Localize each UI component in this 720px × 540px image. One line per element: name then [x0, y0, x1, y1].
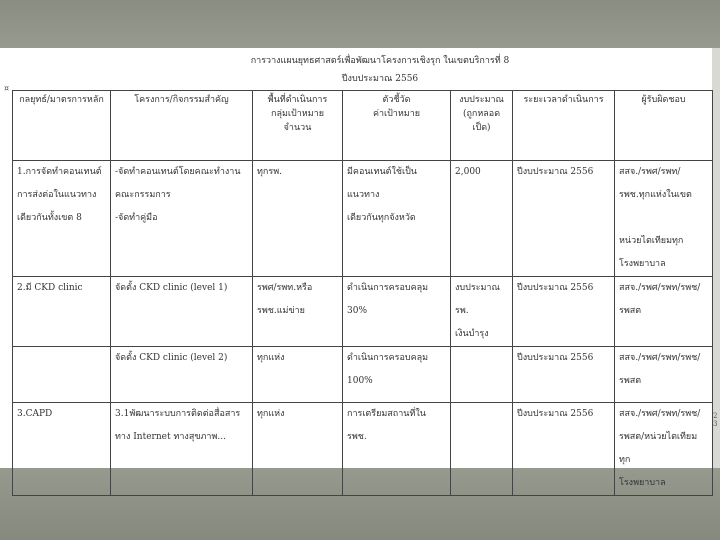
plan-table — [12, 90, 713, 496]
scrollbar-track[interactable] — [712, 48, 720, 468]
cell-budget — [451, 347, 513, 403]
cell-project: จัดตั้ง CKD clinic (level 1) — [111, 277, 253, 347]
cell-indicator: ดำเนินการครอบคลุม 30% — [343, 277, 451, 347]
cell-strategy: 3.CAPD — [13, 403, 111, 496]
cell-period: ปีงบประมาณ 2556 — [513, 277, 615, 347]
column-header-budget: งบประมาณ (ถูกหลอดเป็ด) — [451, 91, 513, 161]
document-page — [0, 48, 712, 488]
cell-strategy — [13, 347, 111, 403]
cell-budget: 2,000 — [451, 161, 513, 277]
cell-owner: สสจ./รพศ/รพท/รพช/ รพสต — [615, 277, 713, 347]
cell-area: ทุกรพ. — [253, 161, 343, 277]
window-frame-top — [0, 0, 720, 48]
cell-period: ปีงบประมาณ 2556 — [513, 161, 615, 277]
cell-project: -จัดทำคอนเทนต์โดยคณะทำงาน คณะกรรมการ -จัดทำคู่มือ — [111, 161, 253, 277]
cell-owner: สสจ./รพศ/รพท/รพช/ รพสต/หน่วยไตเทียมทุก โรงพยาบาล — [615, 403, 713, 496]
cell-strategy: 2.มี CKD clinic — [13, 277, 111, 347]
cell-budget: งบประมาณรพ. เงินบำรุง — [451, 277, 513, 347]
cell-area: ทุกแห่ง — [253, 347, 343, 403]
page-subtitle: ปีงบประมาณ 2556 — [341, 74, 419, 84]
column-header-period: ระยะเวลาดำเนินการ — [513, 91, 615, 161]
column-header-area: พื้นที่ดำเนินการ กลุ่มเป้าหมาย จำนวน — [253, 91, 343, 161]
cell-indicator: ดำเนินการครอบคลุม 100% — [343, 347, 451, 403]
table-row — [13, 403, 713, 496]
column-header-owner: ผู้รับผิดชอบ — [615, 91, 713, 161]
column-header-indicator: ตัวชี้วัด ค่าเป้าหมาย — [343, 91, 451, 161]
cell-area: ทุกแห่ง — [253, 403, 343, 496]
column-header-strategy: กลยุทธ์/มาตรการหลัก — [13, 91, 111, 161]
cell-period: ปีงบประมาณ 2556 — [513, 347, 615, 403]
page-title: การวางแผนยุทธศาสตร์เพื่อพัฒนาโครงการเชิงรุก ในเขตบริการที่ 8 — [250, 56, 510, 66]
column-header-project: โครงการ/กิจกรรมสำคัญ — [111, 91, 253, 161]
corner-mark-icon: ¤ — [4, 84, 10, 93]
table-row — [13, 277, 713, 347]
cell-period: ปีงบประมาณ 2556 — [513, 403, 615, 496]
cell-area: รพศ/รพท.หรือ รพช.แม่ข่าย — [253, 277, 343, 347]
cell-budget — [451, 403, 513, 496]
page-number-mark: 2 3 — [713, 412, 718, 428]
cell-indicator: การเตรียมสถานที่ใน รพช. — [343, 403, 451, 496]
cell-owner: สสจ./รพศ/รพท/ รพช.ทุกแห่งในเขต หน่วยไตเทียมทุก โรงพยาบาล — [615, 161, 713, 277]
cell-strategy: 1.การจัดทำคอนเทนต์ การส่งต่อในแนวทาง เดียวกันทั้งเขต 8 — [13, 161, 111, 277]
table-header-row — [13, 91, 713, 161]
cell-project: จัดตั้ง CKD clinic (level 2) — [111, 347, 253, 403]
table-row — [13, 347, 713, 403]
cell-indicator: มีคอนเทนต์ใช้เป็นแนวทาง เดียวกันทุกจังหวัด — [343, 161, 451, 277]
cell-project: 3.1พัฒนาระบบการติดต่อสื่อสาร ทาง Internet ทางสุขภาพ... — [111, 403, 253, 496]
table-row — [13, 161, 713, 277]
cell-owner: สสจ./รพศ/รพท/รพช/ รพสต — [615, 347, 713, 403]
